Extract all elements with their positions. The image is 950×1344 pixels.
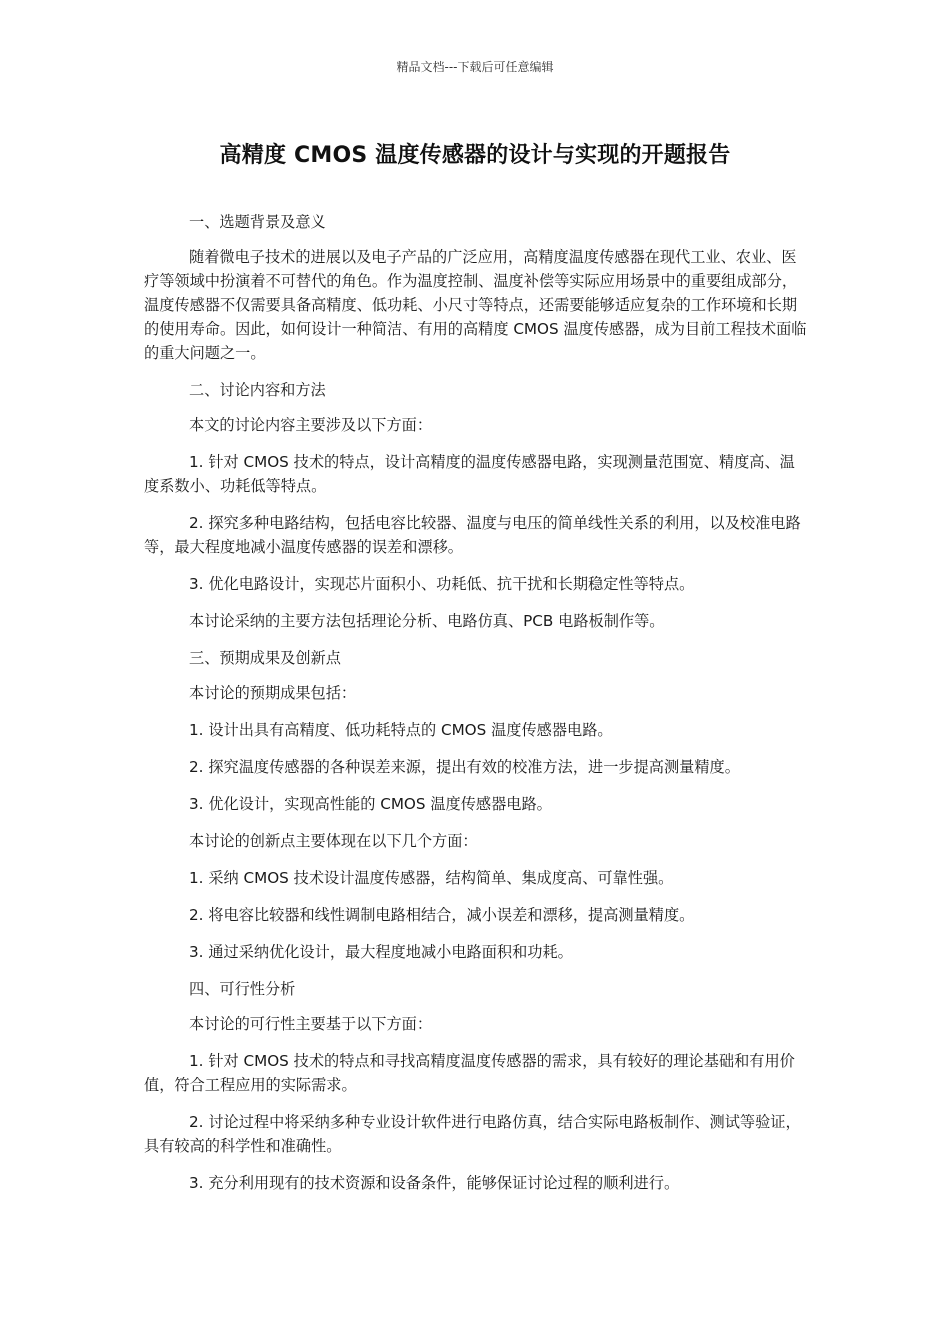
list-item: 1. 针对 CMOS 技术的特点，设计高精度的温度传感器电路，实现测量范围宽、精度高、温度系数小、功耗低等特点。 [144, 453, 795, 495]
paragraph: 本文的讨论内容主要涉及以下方面： [189, 416, 432, 434]
list-item: 2. 讨论过程中将采纳多种专业设计软件进行电路仿真，结合实际电路板制作、测试等验证，具有较高的科学性和准确性。 [144, 1113, 801, 1155]
list-item: 1. 设计出具有高精度、低功耗特点的 CMOS 温度传感器电路。 [189, 721, 613, 739]
list-item: 1. 针对 CMOS 技术的特点和寻找高精度温度传感器的需求，具有较好的理论基础和有用价值，符合工程应用的实际需求。 [144, 1052, 795, 1094]
document-title: 高精度 CMOS 温度传感器的设计与实现的开题报告 [219, 143, 731, 168]
paragraph: 本讨论的创新点主要体现在以下几个方面： [189, 832, 478, 850]
header-note: 精品文档---下载后可任意编辑 [396, 60, 554, 74]
list-item: 3. 充分利用现有的技术资源和设备条件，能够保证讨论过程的顺利进行。 [189, 1174, 680, 1192]
section-heading-2: 二、讨论内容和方法 [189, 381, 326, 399]
paragraph: 本讨论的预期成果包括： [189, 684, 357, 702]
list-item: 2. 探究温度传感器的各种误差来源，提出有效的校准方法，进一步提高测量精度。 [189, 758, 740, 776]
list-item: 2. 探究多种电路结构，包括电容比较器、温度与电压的简单线性关系的利用，以及校准电路等，最大程度地减小温度传感器的误差和漂移。 [144, 514, 801, 556]
paragraph: 本讨论采纳的主要方法包括理论分析、电路仿真、PCB 电路板制作等。 [189, 612, 665, 630]
paragraph: 本讨论的可行性主要基于以下方面： [189, 1015, 432, 1033]
list-item: 3. 优化设计，实现高性能的 CMOS 温度传感器电路。 [189, 795, 552, 813]
list-item: 3. 通过采纳优化设计，最大程度地减小电路面积和功耗。 [189, 943, 573, 961]
list-item: 2. 将电容比较器和线性调制电路相结合，减小误差和漂移，提高测量精度。 [189, 906, 695, 924]
list-item: 3. 优化电路设计，实现芯片面积小、功耗低、抗干扰和长期稳定性等特点。 [189, 575, 695, 593]
section-heading-1: 一、选题背景及意义 [189, 213, 326, 231]
section-heading-3: 三、预期成果及创新点 [189, 649, 341, 667]
document-body [144, 210, 808, 1208]
list-item: 1. 采纳 CMOS 技术设计温度传感器，结构简单、集成度高、可靠性强。 [189, 869, 674, 887]
section-heading-4: 四、可行性分析 [189, 980, 296, 998]
paragraph: 随着微电子技术的进展以及电子产品的广泛应用，高精度温度传感器在现代工业、农业、医疗等领域中扮演着不可替代的角色。作为温度控制、温度补偿等实际应用场景中的重要组成部分，温度传感器不仅需要具备高精度、低功耗、小尺寸等特点，还需要能够适应复杂的工作环境和长期的使用寿命。因此，如何设计一种简洁、有用的高精度 CMOS 温度传感器，成为目前工程技术面临的重大问题之一。 [144, 248, 807, 362]
